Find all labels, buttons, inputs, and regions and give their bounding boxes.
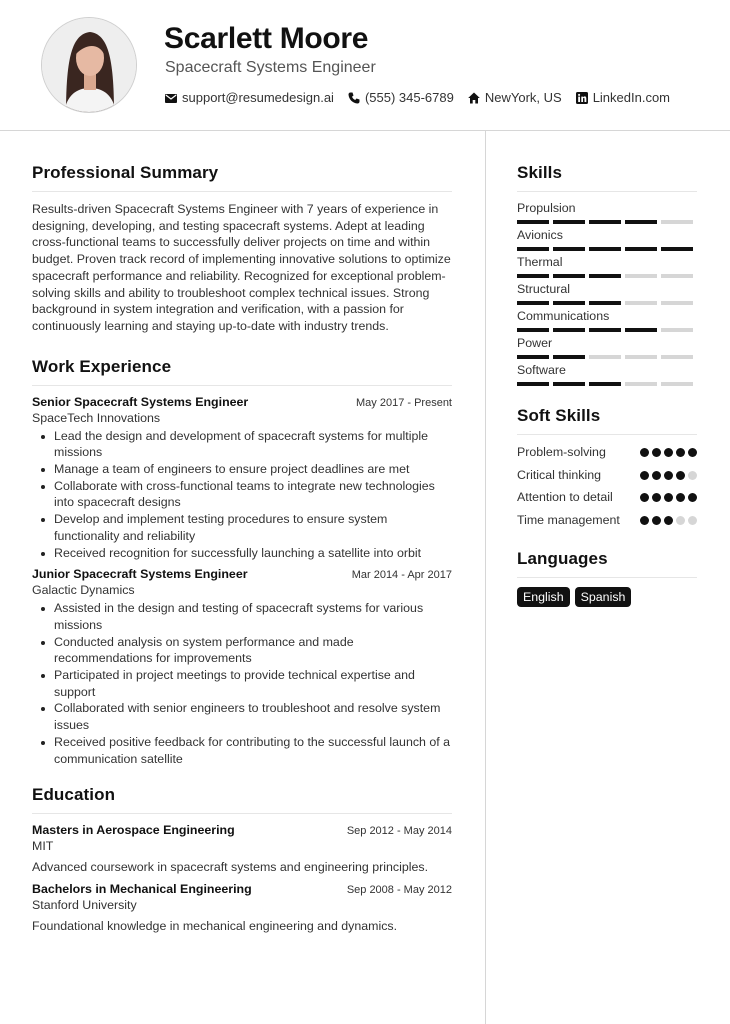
job-bullet: Manage a team of engineers to ensure project deadlines are met xyxy=(40,461,452,478)
skill-level-segment xyxy=(553,382,585,386)
job-bullet: Collaborate with cross-functional teams to integrate new technologies into spacecraft designs xyxy=(40,478,452,511)
education-date: Sep 2012 - May 2014 xyxy=(346,825,452,838)
rating-dot xyxy=(676,493,685,502)
skill-level-segment xyxy=(661,355,693,359)
job-title: Spacecraft Systems Engineer xyxy=(165,59,376,76)
skill-level-segment xyxy=(589,247,621,251)
rating-dot xyxy=(664,471,673,480)
soft-skills-heading: Soft Skills xyxy=(517,406,697,435)
education-degree: Masters in Aerospace Engineering xyxy=(32,823,235,838)
soft-skill-name: Time management xyxy=(517,513,620,528)
job-role: Senior Spacecraft Systems Engineer xyxy=(32,394,249,409)
skill-level-segment xyxy=(517,382,549,386)
skills-heading: Skills xyxy=(517,163,697,192)
skill-name: Thermal xyxy=(517,255,563,269)
skill-item xyxy=(517,336,697,359)
contact-linkedin-text: LinkedIn.com xyxy=(592,90,671,105)
education-school: MIT xyxy=(32,839,54,854)
work-heading: Work Experience xyxy=(32,357,452,386)
skill-level-segment xyxy=(625,247,657,251)
skill-level-segment xyxy=(625,301,657,305)
rating-dot xyxy=(676,471,685,480)
soft-skill-rating xyxy=(640,493,697,502)
summary-heading: Professional Summary xyxy=(32,163,452,192)
rating-dot xyxy=(652,448,661,457)
resume-header xyxy=(0,0,730,131)
job-bullet: Received recognition for successfully launching a satellite into orbit xyxy=(40,545,452,562)
job-list xyxy=(32,395,452,768)
skill-name: Avionics xyxy=(517,228,563,242)
rating-dot xyxy=(652,471,661,480)
phone-icon xyxy=(348,92,360,104)
contact-linkedin[interactable] xyxy=(576,90,670,105)
language-tag: English xyxy=(517,587,570,607)
job-bullet: Assisted in the design and testing of spacecraft systems for various missions xyxy=(40,600,452,633)
soft-skills-section xyxy=(517,406,697,529)
soft-skill-name: Problem-solving xyxy=(517,445,606,459)
avatar xyxy=(41,17,137,113)
education-date: Sep 2008 - May 2012 xyxy=(346,884,452,897)
skill-level-segment xyxy=(553,328,585,332)
column-divider xyxy=(485,131,486,1024)
skill-level-bar xyxy=(517,220,697,224)
skill-item xyxy=(517,363,697,386)
rating-dot xyxy=(640,471,649,480)
skill-level-segment xyxy=(589,328,621,332)
skill-level-segment xyxy=(517,274,549,278)
soft-skill-item xyxy=(517,489,697,506)
skill-level-segment xyxy=(589,301,621,305)
soft-skill-item xyxy=(517,444,697,461)
job-bullet: Collaborated with senior engineers to troubleshoot and resolve system issues xyxy=(40,700,452,733)
education-entry xyxy=(32,823,452,874)
education-header xyxy=(32,823,452,837)
skill-level-segment xyxy=(553,355,585,359)
skill-level-segment xyxy=(661,301,693,305)
skill-level-segment xyxy=(625,382,657,386)
skill-item xyxy=(517,282,697,305)
contact-location-text: NewYork, US xyxy=(484,90,562,105)
contact-location xyxy=(468,90,562,105)
job-company: SpaceTech Innovations xyxy=(32,410,161,425)
skill-level-segment xyxy=(553,301,585,305)
home-icon xyxy=(468,92,480,104)
job-bullet: Develop and implement testing procedures to ensure system functionality and reliability xyxy=(40,511,452,544)
skill-level-segment xyxy=(625,220,657,224)
education-header xyxy=(32,882,452,896)
languages-section xyxy=(517,549,697,607)
soft-skill-rating xyxy=(640,471,697,480)
rating-dot xyxy=(652,516,661,525)
skill-level-bar xyxy=(517,301,697,305)
skill-level-segment xyxy=(661,247,693,251)
envelope-icon xyxy=(165,92,177,104)
language-tag: Spanish xyxy=(575,587,632,607)
education-list xyxy=(32,823,452,933)
rating-dot xyxy=(688,471,697,480)
skill-level-segment xyxy=(553,247,585,251)
skill-level-bar xyxy=(517,274,697,278)
contact-phone[interactable] xyxy=(348,90,454,105)
skill-level-bar xyxy=(517,382,697,386)
skill-name: Structural xyxy=(517,282,571,296)
skill-name: Software xyxy=(517,363,566,377)
sidebar-column xyxy=(517,163,697,607)
skill-level-segment xyxy=(661,382,693,386)
rating-dot xyxy=(640,493,649,502)
job-bullets xyxy=(32,428,452,562)
language-list xyxy=(517,587,697,607)
skill-level-segment xyxy=(589,274,621,278)
soft-skill-rating xyxy=(640,448,697,457)
rating-dot xyxy=(640,448,649,457)
job-entry xyxy=(32,395,452,562)
skill-level-segment xyxy=(661,220,693,224)
candidate-name: Scarlett Moore xyxy=(164,22,369,55)
main-column xyxy=(32,163,452,941)
skill-level-segment xyxy=(589,382,621,386)
contact-email-text: support@resumedesign.ai xyxy=(182,90,334,105)
rating-dot xyxy=(664,493,673,502)
job-bullets xyxy=(32,600,452,767)
skill-level-segment xyxy=(517,301,549,305)
skills-list xyxy=(517,201,697,386)
skill-level-bar xyxy=(517,328,697,332)
contact-phone-text: (555) 345-6789 xyxy=(364,90,454,105)
linkedin-icon xyxy=(576,92,588,104)
skill-item xyxy=(517,201,697,224)
education-heading: Education xyxy=(32,785,452,814)
rating-dot xyxy=(688,493,697,502)
rating-dot xyxy=(640,516,649,525)
soft-skill-name: Attention to detail xyxy=(517,490,613,505)
profile-photo-icon xyxy=(42,18,137,113)
skill-level-bar xyxy=(517,355,697,359)
summary-section xyxy=(32,163,452,335)
job-bullet: Participated in project meetings to provide technical expertise and support xyxy=(40,667,452,700)
work-section xyxy=(32,357,452,768)
skill-item xyxy=(517,228,697,251)
skill-level-segment xyxy=(553,220,585,224)
education-section xyxy=(32,785,452,933)
job-bullet: Received positive feedback for contributing to the successful launch of a communication satellite xyxy=(40,734,452,767)
soft-skill-item xyxy=(517,467,697,484)
rating-dot xyxy=(688,516,697,525)
rating-dot xyxy=(652,493,661,502)
rating-dot xyxy=(664,516,673,525)
skill-level-bar xyxy=(517,247,697,251)
contact-list xyxy=(165,90,684,105)
skill-level-segment xyxy=(625,274,657,278)
rating-dot xyxy=(676,516,685,525)
job-company: Galactic Dynamics xyxy=(32,583,135,598)
skill-level-segment xyxy=(661,328,693,332)
skill-level-segment xyxy=(553,274,585,278)
contact-email[interactable] xyxy=(165,90,334,105)
skill-level-segment xyxy=(517,355,549,359)
skill-level-segment xyxy=(589,355,621,359)
skill-level-segment xyxy=(589,220,621,224)
skill-level-segment xyxy=(625,328,657,332)
job-bullet: Lead the design and development of spacecraft systems for multiple missions xyxy=(40,428,452,461)
education-school: Stanford University xyxy=(32,898,137,913)
skill-level-segment xyxy=(517,328,549,332)
skill-level-segment xyxy=(517,220,549,224)
skill-name: Communications xyxy=(517,309,610,323)
skills-section xyxy=(517,163,697,386)
soft-skill-rating xyxy=(640,516,697,525)
skill-name: Propulsion xyxy=(517,201,576,215)
job-date: May 2017 - Present xyxy=(356,396,452,409)
skill-level-segment xyxy=(625,355,657,359)
education-degree: Bachelors in Mechanical Engineering xyxy=(32,882,252,897)
rating-dot xyxy=(664,448,673,457)
education-description: Advanced coursework in spacecraft systems and engineering principles. xyxy=(32,860,429,875)
rating-dot xyxy=(676,448,685,457)
summary-text: Results-driven Spacecraft Systems Engineer with 7 years of experience in designing, developing, and testing spacecraft systems. Adept at leading cross-functional teams to successfully deliver projects on time and within budget. Proven track record of implementing innovative solutions to optimize spacecraft performance and reliability. Recognized for exceptional problem-solving skills and ability to troubleshoot complex technical issues. Strong background in system integration and verification, with a passion for continuously learning and staying up-to-date with industry trends. xyxy=(32,202,451,333)
skill-item xyxy=(517,255,697,278)
skill-item xyxy=(517,309,697,332)
languages-heading: Languages xyxy=(517,549,697,578)
skill-level-segment xyxy=(661,274,693,278)
job-role: Junior Spacecraft Systems Engineer xyxy=(32,567,248,582)
skill-level-segment xyxy=(517,247,549,251)
soft-skill-name: Critical thinking xyxy=(517,467,602,482)
education-entry xyxy=(32,882,452,933)
soft-skill-item xyxy=(517,512,697,529)
rating-dot xyxy=(688,448,697,457)
job-bullet: Conducted analysis on system performance and made recommendations for improvements xyxy=(40,634,452,667)
job-entry xyxy=(32,567,452,767)
job-header xyxy=(32,395,452,409)
soft-skills-list xyxy=(517,444,697,529)
education-description: Foundational knowledge in mechanical engineering and dynamics. xyxy=(32,919,398,934)
job-header xyxy=(32,567,452,581)
skill-name: Power xyxy=(517,336,553,350)
job-date: Mar 2014 - Apr 2017 xyxy=(351,569,452,582)
